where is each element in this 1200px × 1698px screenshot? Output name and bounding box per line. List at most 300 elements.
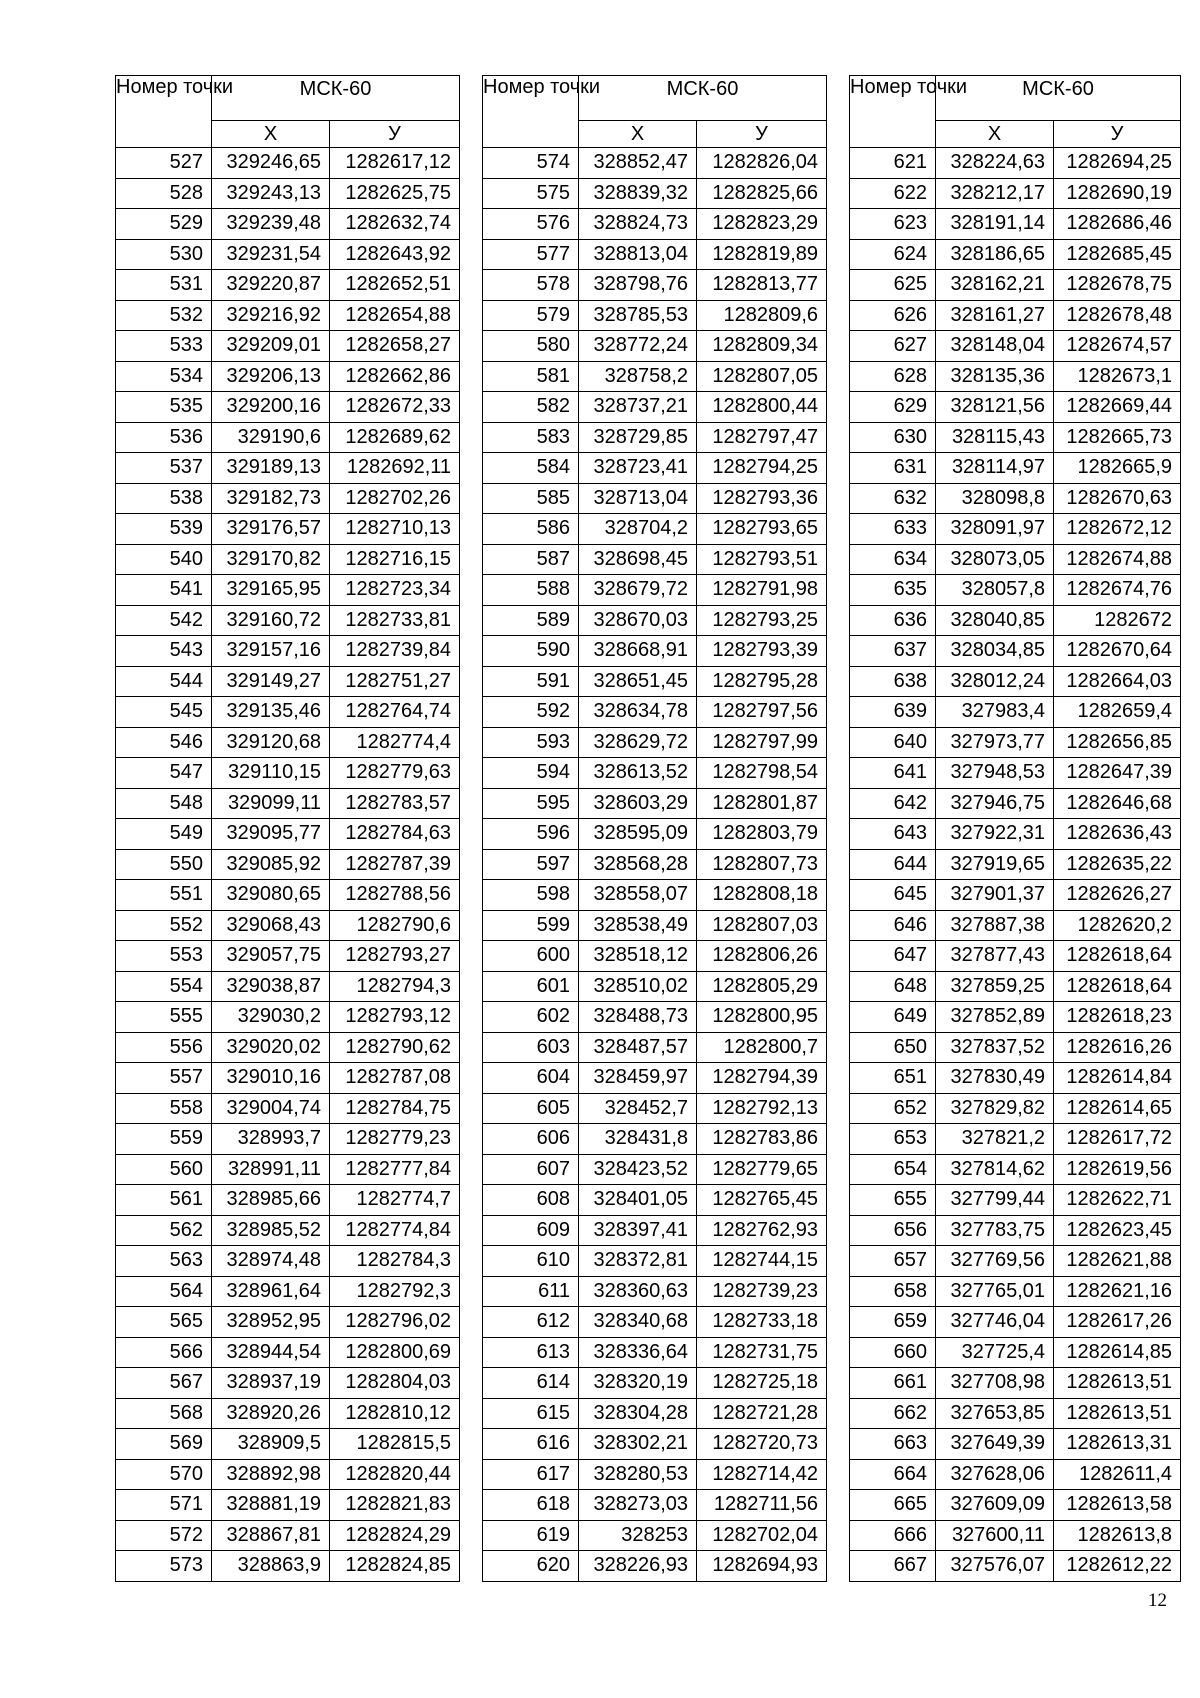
x-coordinate-cell: 328679,72 <box>579 575 697 606</box>
point-number-cell: 547 <box>116 758 212 789</box>
point-number-cell: 585 <box>483 483 579 514</box>
point-number-cell: 576 <box>483 209 579 240</box>
point-number-cell: 535 <box>116 392 212 423</box>
table-row <box>116 483 460 514</box>
table-row <box>116 270 460 301</box>
point-number-header: Номер точки <box>116 76 212 148</box>
point-number-cell: 667 <box>850 1551 936 1582</box>
y-coordinate-cell: 1282702,04 <box>697 1520 827 1551</box>
coordinates-table-2 <box>482 75 827 1582</box>
table-row <box>850 239 1181 270</box>
x-coordinate-cell: 328985,66 <box>212 1185 330 1216</box>
point-number-cell: 661 <box>850 1368 936 1399</box>
point-number-cell: 665 <box>850 1490 936 1521</box>
y-coordinate-cell: 1282611,4 <box>1054 1459 1181 1490</box>
point-number-cell: 620 <box>483 1551 579 1582</box>
x-coordinate-cell: 329176,57 <box>212 514 330 545</box>
table-row <box>850 636 1181 667</box>
y-coordinate-cell: 1282826,04 <box>697 148 827 179</box>
table-row <box>850 453 1181 484</box>
point-number-cell: 644 <box>850 849 936 880</box>
x-coordinate-cell: 328397,41 <box>579 1215 697 1246</box>
y-coordinate-cell: 1282618,64 <box>1054 941 1181 972</box>
point-number-cell: 537 <box>116 453 212 484</box>
x-coordinate-cell: 327946,75 <box>936 788 1054 819</box>
table-row <box>116 1520 460 1551</box>
x-coordinate-cell: 328713,04 <box>579 483 697 514</box>
y-coordinate-cell: 1282792,13 <box>697 1093 827 1124</box>
point-number-cell: 664 <box>850 1459 936 1490</box>
x-coordinate-cell: 327783,75 <box>936 1215 1054 1246</box>
y-coordinate-cell: 1282783,57 <box>330 788 460 819</box>
table-row <box>116 788 460 819</box>
table-row <box>116 544 460 575</box>
coordinate-system-header: МСК-60 <box>936 76 1181 121</box>
point-number-cell: 579 <box>483 300 579 331</box>
point-number-cell: 592 <box>483 697 579 728</box>
x-coordinate-cell: 328320,19 <box>579 1368 697 1399</box>
point-number-cell: 627 <box>850 331 936 362</box>
point-number-cell: 542 <box>116 605 212 636</box>
x-coordinate-cell: 328698,45 <box>579 544 697 575</box>
point-number-cell: 615 <box>483 1398 579 1429</box>
point-number-header: Номер точки <box>483 76 579 148</box>
y-coordinate-cell: 1282793,65 <box>697 514 827 545</box>
point-number-cell: 574 <box>483 148 579 179</box>
point-number-cell: 608 <box>483 1185 579 1216</box>
point-number-cell: 625 <box>850 270 936 301</box>
table-row <box>483 544 827 575</box>
point-number-cell: 659 <box>850 1307 936 1338</box>
point-number-cell: 631 <box>850 453 936 484</box>
point-number-cell: 560 <box>116 1154 212 1185</box>
y-coordinate-cell: 1282783,86 <box>697 1124 827 1155</box>
x-coordinate-cell: 328518,12 <box>579 941 697 972</box>
table-row <box>116 1246 460 1277</box>
point-number-cell: 543 <box>116 636 212 667</box>
x-coordinate-cell: 329216,92 <box>212 300 330 331</box>
table-row <box>483 941 827 972</box>
table-row <box>483 1368 827 1399</box>
y-coordinate-cell: 1282791,98 <box>697 575 827 606</box>
point-number-cell: 541 <box>116 575 212 606</box>
table-row <box>116 575 460 606</box>
x-coordinate-cell: 328162,21 <box>936 270 1054 301</box>
page-number: 12 <box>1148 1590 1167 1611</box>
point-number-cell: 613 <box>483 1337 579 1368</box>
x-coordinate-cell: 328568,28 <box>579 849 697 880</box>
y-coordinate-cell: 1282764,74 <box>330 697 460 728</box>
x-coordinate-cell: 329220,87 <box>212 270 330 301</box>
y-coordinate-cell: 1282646,68 <box>1054 788 1181 819</box>
x-coordinate-cell: 328431,8 <box>579 1124 697 1155</box>
table-row <box>483 1185 827 1216</box>
x-header: Х <box>579 121 697 148</box>
table-row <box>850 361 1181 392</box>
y-coordinate-cell: 1282613,8 <box>1054 1520 1181 1551</box>
point-number-cell: 556 <box>116 1032 212 1063</box>
table-row <box>850 1154 1181 1185</box>
y-coordinate-cell: 1282725,18 <box>697 1368 827 1399</box>
x-coordinate-cell: 328459,97 <box>579 1063 697 1094</box>
table-row <box>850 483 1181 514</box>
y-coordinate-cell: 1282621,88 <box>1054 1246 1181 1277</box>
x-coordinate-cell: 328423,52 <box>579 1154 697 1185</box>
point-number-cell: 530 <box>116 239 212 270</box>
y-coordinate-cell: 1282779,23 <box>330 1124 460 1155</box>
table-row <box>116 422 460 453</box>
table-row <box>483 1459 827 1490</box>
table-row <box>116 331 460 362</box>
point-number-cell: 595 <box>483 788 579 819</box>
point-number-cell: 648 <box>850 971 936 1002</box>
x-coordinate-cell: 327852,89 <box>936 1002 1054 1033</box>
y-coordinate-cell: 1282810,12 <box>330 1398 460 1429</box>
x-coordinate-cell: 328226,93 <box>579 1551 697 1582</box>
table-row <box>850 1398 1181 1429</box>
table-row <box>850 1368 1181 1399</box>
point-number-cell: 548 <box>116 788 212 819</box>
point-number-cell: 601 <box>483 971 579 1002</box>
point-number-cell: 639 <box>850 697 936 728</box>
point-number-cell: 536 <box>116 422 212 453</box>
y-coordinate-cell: 1282690,19 <box>1054 178 1181 209</box>
x-coordinate-cell: 328280,53 <box>579 1459 697 1490</box>
x-coordinate-cell: 327653,85 <box>936 1398 1054 1429</box>
y-coordinate-cell: 1282806,26 <box>697 941 827 972</box>
point-number-cell: 571 <box>116 1490 212 1521</box>
table-row <box>850 1124 1181 1155</box>
table-row <box>116 849 460 880</box>
x-coordinate-cell: 328212,17 <box>936 178 1054 209</box>
x-coordinate-cell: 328401,05 <box>579 1185 697 1216</box>
y-coordinate-cell: 1282665,9 <box>1054 453 1181 484</box>
table-row <box>483 1032 827 1063</box>
point-number-cell: 573 <box>116 1551 212 1582</box>
table-row <box>116 178 460 209</box>
x-coordinate-cell: 328186,65 <box>936 239 1054 270</box>
x-coordinate-cell: 328488,73 <box>579 1002 697 1033</box>
point-number-cell: 568 <box>116 1398 212 1429</box>
y-coordinate-cell: 1282813,77 <box>697 270 827 301</box>
table-row <box>850 331 1181 362</box>
y-coordinate-cell: 1282678,75 <box>1054 270 1181 301</box>
table-row <box>483 910 827 941</box>
y-coordinate-cell: 1282636,43 <box>1054 819 1181 850</box>
point-number-cell: 569 <box>116 1429 212 1460</box>
point-number-cell: 562 <box>116 1215 212 1246</box>
y-coordinate-cell: 1282765,45 <box>697 1185 827 1216</box>
y-coordinate-cell: 1282625,75 <box>330 178 460 209</box>
coordinates-table-3 <box>849 75 1181 1582</box>
y-coordinate-cell: 1282801,87 <box>697 788 827 819</box>
point-number-cell: 632 <box>850 483 936 514</box>
table-row <box>483 453 827 484</box>
y-coordinate-cell: 1282686,46 <box>1054 209 1181 240</box>
table-row <box>116 666 460 697</box>
y-coordinate-cell: 1282815,5 <box>330 1429 460 1460</box>
y-coordinate-cell: 1282733,18 <box>697 1307 827 1338</box>
x-coordinate-cell: 329243,13 <box>212 178 330 209</box>
table-row <box>850 575 1181 606</box>
point-number-cell: 566 <box>116 1337 212 1368</box>
table-row <box>850 1276 1181 1307</box>
point-number-cell: 624 <box>850 239 936 270</box>
point-number-cell: 596 <box>483 819 579 850</box>
table-row <box>850 605 1181 636</box>
x-coordinate-cell: 327814,62 <box>936 1154 1054 1185</box>
point-number-cell: 655 <box>850 1185 936 1216</box>
y-coordinate-cell: 1282620,2 <box>1054 910 1181 941</box>
point-number-cell: 649 <box>850 1002 936 1033</box>
table-row <box>483 1490 827 1521</box>
table-row <box>116 1124 460 1155</box>
x-coordinate-cell: 329246,65 <box>212 148 330 179</box>
point-number-cell: 589 <box>483 605 579 636</box>
point-number-cell: 660 <box>850 1337 936 1368</box>
y-coordinate-cell: 1282790,6 <box>330 910 460 941</box>
point-number-cell: 618 <box>483 1490 579 1521</box>
point-number-cell: 612 <box>483 1307 579 1338</box>
table-row <box>116 1002 460 1033</box>
table-row <box>850 1185 1181 1216</box>
table-row <box>483 148 827 179</box>
point-number-cell: 638 <box>850 666 936 697</box>
table-row <box>116 605 460 636</box>
table-row <box>483 1154 827 1185</box>
table-row <box>850 1429 1181 1460</box>
x-coordinate-cell: 327829,82 <box>936 1093 1054 1124</box>
table-row <box>116 1185 460 1216</box>
y-coordinate-cell: 1282621,16 <box>1054 1276 1181 1307</box>
point-number-cell: 572 <box>116 1520 212 1551</box>
x-coordinate-cell: 328952,95 <box>212 1307 330 1338</box>
point-number-cell: 662 <box>850 1398 936 1429</box>
table-row <box>850 1063 1181 1094</box>
y-coordinate-cell: 1282824,85 <box>330 1551 460 1582</box>
y-coordinate-cell: 1282819,89 <box>697 239 827 270</box>
point-number-cell: 561 <box>116 1185 212 1216</box>
table-row <box>116 453 460 484</box>
y-coordinate-cell: 1282673,1 <box>1054 361 1181 392</box>
table-row <box>850 880 1181 911</box>
x-coordinate-cell: 328487,57 <box>579 1032 697 1063</box>
y-coordinate-cell: 1282805,29 <box>697 971 827 1002</box>
x-coordinate-cell: 329165,95 <box>212 575 330 606</box>
table-row <box>116 971 460 1002</box>
x-coordinate-cell: 329068,43 <box>212 910 330 941</box>
x-coordinate-cell: 328336,64 <box>579 1337 697 1368</box>
table-row <box>850 1551 1181 1582</box>
table-row <box>850 148 1181 179</box>
x-coordinate-cell: 328613,52 <box>579 758 697 789</box>
y-coordinate-cell: 1282656,85 <box>1054 727 1181 758</box>
x-coordinate-cell: 329030,2 <box>212 1002 330 1033</box>
y-coordinate-cell: 1282617,72 <box>1054 1124 1181 1155</box>
y-coordinate-cell: 1282714,42 <box>697 1459 827 1490</box>
point-number-cell: 533 <box>116 331 212 362</box>
table-row <box>850 514 1181 545</box>
y-coordinate-cell: 1282664,03 <box>1054 666 1181 697</box>
y-coordinate-cell: 1282674,57 <box>1054 331 1181 362</box>
y-coordinate-cell: 1282793,51 <box>697 544 827 575</box>
x-coordinate-cell: 327919,65 <box>936 849 1054 880</box>
y-header: У <box>1054 121 1181 148</box>
x-coordinate-cell: 329209,01 <box>212 331 330 362</box>
y-coordinate-cell: 1282617,12 <box>330 148 460 179</box>
point-number-cell: 602 <box>483 1002 579 1033</box>
point-number-cell: 593 <box>483 727 579 758</box>
y-coordinate-cell: 1282823,29 <box>697 209 827 240</box>
x-coordinate-cell: 328224,63 <box>936 148 1054 179</box>
x-coordinate-cell: 329182,73 <box>212 483 330 514</box>
y-coordinate-cell: 1282800,69 <box>330 1337 460 1368</box>
x-coordinate-cell: 328813,04 <box>579 239 697 270</box>
table-row <box>116 727 460 758</box>
y-coordinate-cell: 1282790,62 <box>330 1032 460 1063</box>
point-number-cell: 539 <box>116 514 212 545</box>
y-coordinate-cell: 1282793,36 <box>697 483 827 514</box>
x-coordinate-cell: 329239,48 <box>212 209 330 240</box>
table-row <box>850 1337 1181 1368</box>
table-row <box>483 331 827 362</box>
point-number-cell: 610 <box>483 1246 579 1277</box>
point-number-cell: 607 <box>483 1154 579 1185</box>
point-number-cell: 611 <box>483 1276 579 1307</box>
point-number-cell: 633 <box>850 514 936 545</box>
y-header: У <box>697 121 827 148</box>
table-row <box>850 209 1181 240</box>
table-row <box>483 1398 827 1429</box>
y-coordinate-cell: 1282614,65 <box>1054 1093 1181 1124</box>
point-number-cell: 656 <box>850 1215 936 1246</box>
point-number-cell: 628 <box>850 361 936 392</box>
y-coordinate-cell: 1282692,11 <box>330 453 460 484</box>
y-coordinate-cell: 1282710,13 <box>330 514 460 545</box>
table-row <box>116 819 460 850</box>
x-coordinate-cell: 327922,31 <box>936 819 1054 850</box>
point-number-cell: 594 <box>483 758 579 789</box>
table-row <box>850 1246 1181 1277</box>
table-row <box>483 1307 827 1338</box>
y-coordinate-cell: 1282614,85 <box>1054 1337 1181 1368</box>
x-coordinate-cell: 329085,92 <box>212 849 330 880</box>
y-coordinate-cell: 1282643,92 <box>330 239 460 270</box>
point-number-cell: 544 <box>116 666 212 697</box>
table-row <box>483 178 827 209</box>
x-coordinate-cell: 328785,53 <box>579 300 697 331</box>
table-row <box>483 880 827 911</box>
y-coordinate-cell: 1282647,39 <box>1054 758 1181 789</box>
point-number-cell: 549 <box>116 819 212 850</box>
x-coordinate-cell: 328273,03 <box>579 1490 697 1521</box>
y-coordinate-cell: 1282613,31 <box>1054 1429 1181 1460</box>
y-coordinate-cell: 1282617,26 <box>1054 1307 1181 1338</box>
table-row <box>116 910 460 941</box>
x-coordinate-cell: 327769,56 <box>936 1246 1054 1277</box>
y-coordinate-cell: 1282797,56 <box>697 697 827 728</box>
point-number-cell: 605 <box>483 1093 579 1124</box>
x-coordinate-cell: 328114,97 <box>936 453 1054 484</box>
point-number-cell: 558 <box>116 1093 212 1124</box>
table-row <box>116 148 460 179</box>
y-coordinate-cell: 1282662,86 <box>330 361 460 392</box>
x-coordinate-cell: 328798,76 <box>579 270 697 301</box>
point-number-cell: 663 <box>850 1429 936 1460</box>
y-coordinate-cell: 1282787,39 <box>330 849 460 880</box>
point-number-cell: 580 <box>483 331 579 362</box>
x-coordinate-cell: 327830,49 <box>936 1063 1054 1094</box>
y-coordinate-cell: 1282803,79 <box>697 819 827 850</box>
x-coordinate-cell: 328670,03 <box>579 605 697 636</box>
table-row <box>483 1215 827 1246</box>
x-coordinate-cell: 329157,16 <box>212 636 330 667</box>
point-number-cell: 657 <box>850 1246 936 1277</box>
point-number-cell: 636 <box>850 605 936 636</box>
x-coordinate-cell: 328073,05 <box>936 544 1054 575</box>
point-number-cell: 629 <box>850 392 936 423</box>
x-coordinate-cell: 328867,81 <box>212 1520 330 1551</box>
table-row <box>850 270 1181 301</box>
table-row <box>483 1002 827 1033</box>
y-coordinate-cell: 1282658,27 <box>330 331 460 362</box>
point-number-cell: 552 <box>116 910 212 941</box>
x-coordinate-cell: 327973,77 <box>936 727 1054 758</box>
y-coordinate-cell: 1282793,39 <box>697 636 827 667</box>
point-number-cell: 653 <box>850 1124 936 1155</box>
x-coordinate-cell: 328302,21 <box>579 1429 697 1460</box>
table-row <box>116 1215 460 1246</box>
x-coordinate-cell: 328772,24 <box>579 331 697 362</box>
table-row <box>483 1246 827 1277</box>
point-number-cell: 540 <box>116 544 212 575</box>
y-coordinate-cell: 1282824,29 <box>330 1520 460 1551</box>
y-coordinate-cell: 1282807,03 <box>697 910 827 941</box>
x-coordinate-cell: 328091,97 <box>936 514 1054 545</box>
x-coordinate-cell: 328937,19 <box>212 1368 330 1399</box>
x-coordinate-cell: 327765,01 <box>936 1276 1054 1307</box>
y-coordinate-cell: 1282721,28 <box>697 1398 827 1429</box>
point-number-cell: 650 <box>850 1032 936 1063</box>
point-number-cell: 599 <box>483 910 579 941</box>
table-row <box>116 880 460 911</box>
table-row <box>483 1124 827 1155</box>
table-row <box>483 636 827 667</box>
point-number-cell: 621 <box>850 148 936 179</box>
x-coordinate-cell: 327983,4 <box>936 697 1054 728</box>
y-coordinate-cell: 1282672 <box>1054 605 1181 636</box>
y-coordinate-cell: 1282614,84 <box>1054 1063 1181 1094</box>
x-coordinate-cell: 328057,8 <box>936 575 1054 606</box>
x-coordinate-cell: 327887,38 <box>936 910 1054 941</box>
x-coordinate-cell: 328881,19 <box>212 1490 330 1521</box>
y-coordinate-cell: 1282616,26 <box>1054 1032 1181 1063</box>
x-coordinate-cell: 329135,46 <box>212 697 330 728</box>
x-coordinate-cell: 328372,81 <box>579 1246 697 1277</box>
y-coordinate-cell: 1282654,88 <box>330 300 460 331</box>
table-row <box>850 758 1181 789</box>
y-coordinate-cell: 1282808,18 <box>697 880 827 911</box>
point-number-cell: 626 <box>850 300 936 331</box>
x-coordinate-cell: 329110,15 <box>212 758 330 789</box>
point-number-cell: 534 <box>116 361 212 392</box>
x-coordinate-cell: 329038,87 <box>212 971 330 1002</box>
coordinate-system-header: МСК-60 <box>212 76 460 121</box>
y-coordinate-cell: 1282825,66 <box>697 178 827 209</box>
y-coordinate-cell: 1282613,51 <box>1054 1398 1181 1429</box>
y-coordinate-cell: 1282672,12 <box>1054 514 1181 545</box>
table-row <box>850 910 1181 941</box>
